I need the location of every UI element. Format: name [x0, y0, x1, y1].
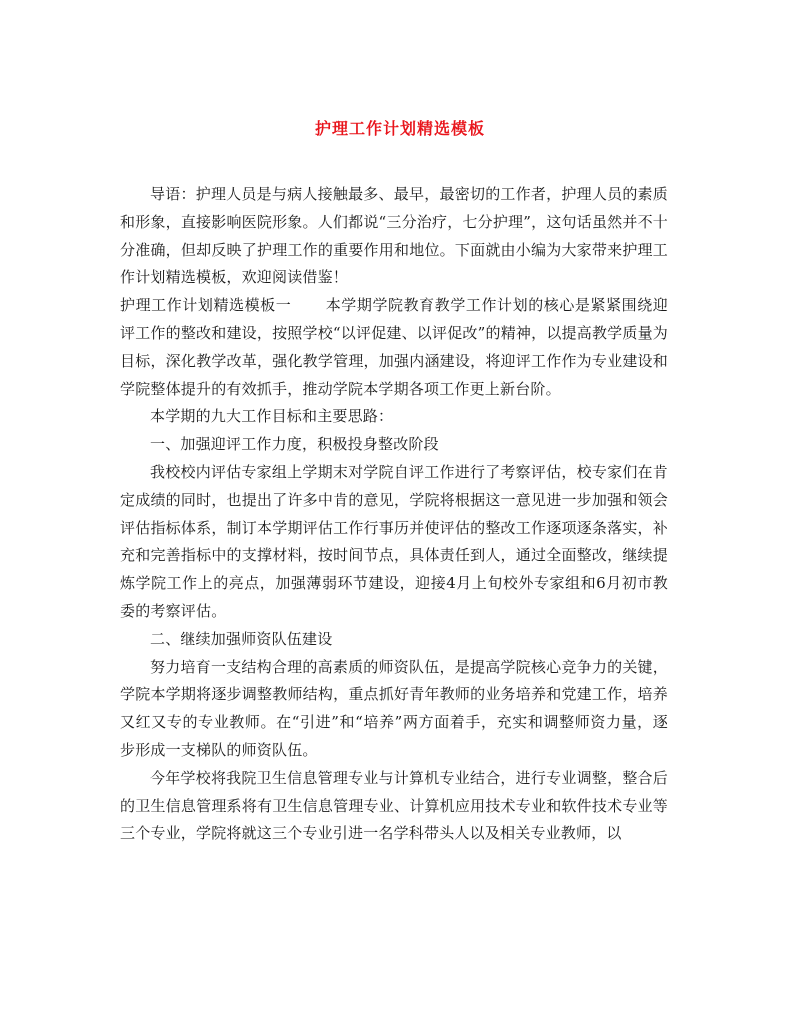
- document-title: 护理工作计划精选模板: [314, 119, 485, 138]
- section2-paragraph-2: 今年学校将我院卫生信息管理专业与计算机专业结合，进行专业调整，整合后的卫生信息管理系将有卫生信息管理专业、计算机应用技术专业和软件技术专业等三个专业，学院将就这三个专业引进一名学科带头人以及相关专业教师，以: [120, 768, 668, 843]
- section1-paragraph: 我校校内评估专家组上学期末对学院自评工作进行了考察评估，校专家们在肯定成绩的同时，也提出了许多中肯的意见，学院将根据这一意见进一步加强和领会评估指标体系，制订本学期评估工作行事历并使评估的整改工作逐项逐条落实，补充和完善指标中的支撑材料，按时间节点，具体责任到人，通过全面整改，继续提炼学院工作上的亮点，加强薄弱环节建设，迎接4月上旬校外专家组和6月初市教委的考察评估。: [120, 462, 668, 620]
- section2-heading: 二、继续加强师资队伍建设: [150, 629, 333, 648]
- template-paragraph: 本学期学院教育教学工作计划的核心是紧紧围绕迎评工作的整改和建设，按照学校“以评促建、以评促改”的精神，以提高教学质量为目标，深化教学改革，强化教学管理，加强内涵建设，将迎评工作作为专业建设和学院整体提升的有效抓手，推动学院本学期各项工作更上新台阶。: [120, 296, 669, 398]
- intro-paragraph: 导语：护理人员是与病人接触最多、最早，最密切的工作者，护理人员的素质和形象，直接影响医院形象。人们都说“三分治疗，七分护理”，这句话虽然并不十分准确，但却反映了护理工作的重要作用和地位。下面就由小编为大家带来护理工作计划精选模板，欢迎阅读借鉴！: [120, 185, 668, 287]
- section2-paragraph-1: 努力培育一支结构合理的高素质的师资队伍，是提高学院核心竞争力的关键，学院本学期将逐步调整教师结构，重点抓好青年教师的业务培养和党建工作，培养又红又专的专业教师。在“引进”和“培养”两方面着手，充实和调整师资力量，逐步形成一支梯队的师资队伍。: [120, 657, 668, 759]
- template-section: [120, 292, 668, 403]
- goals-intro: 本学期的九大工作目标和主要思路：: [150, 407, 394, 426]
- document-body: [120, 181, 668, 848]
- section1-heading: 一、加强迎评工作力度，积极投身整改阶段: [150, 435, 439, 454]
- template-heading: 护理工作计划精选模板一: [120, 296, 292, 315]
